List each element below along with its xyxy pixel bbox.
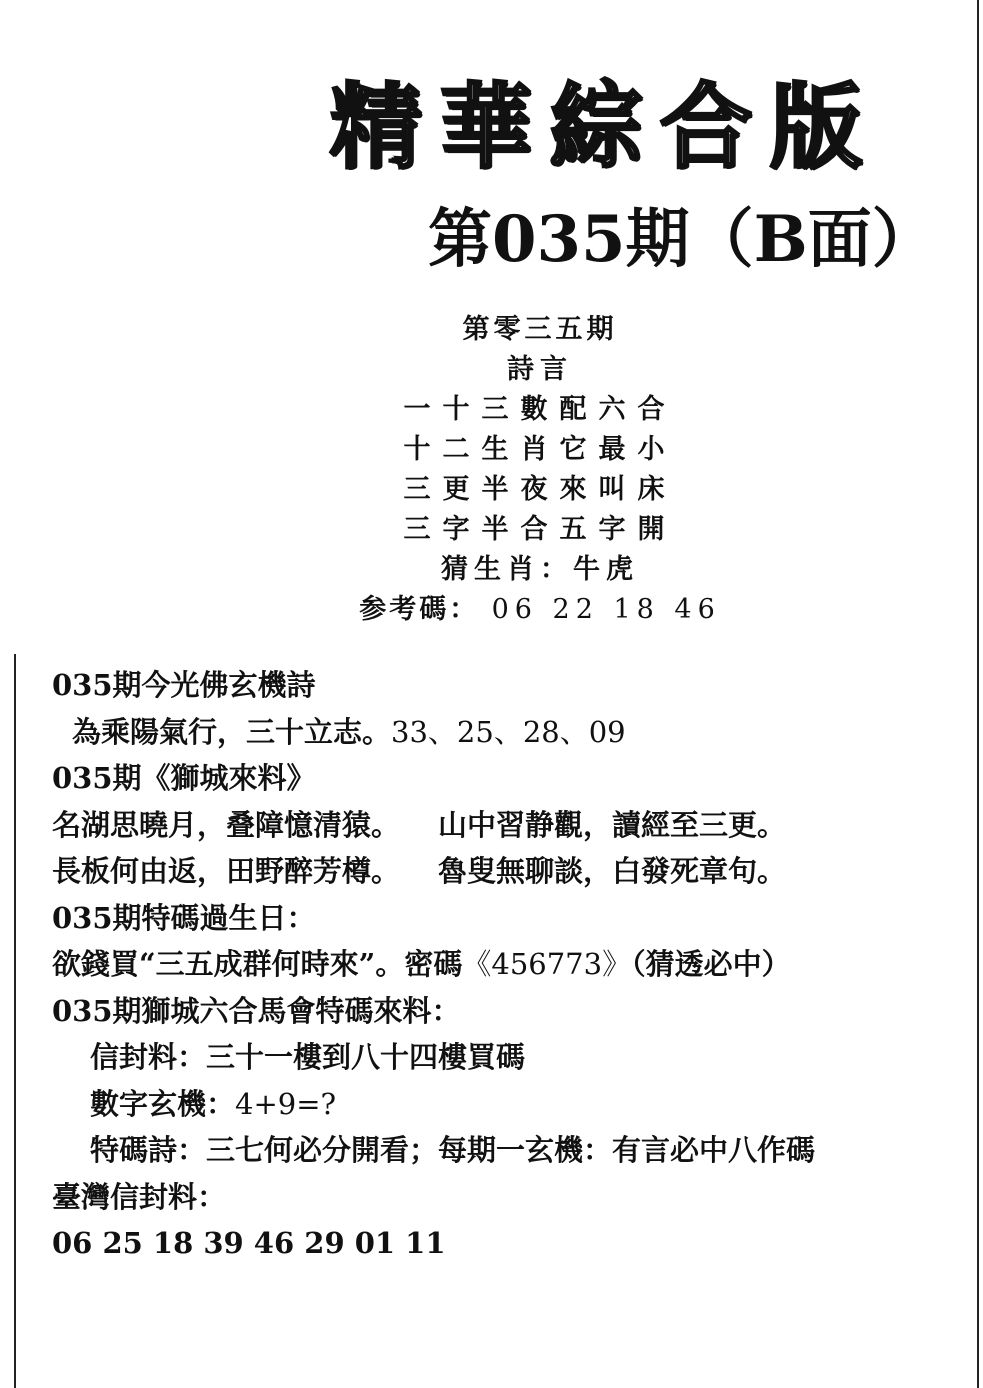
body-line: 035期今光佛玄機詩: [52, 668, 316, 702]
body-line: [52, 1081, 972, 1128]
reference-values: 06 22 18 46: [491, 594, 721, 625]
issue-title: 第035期（B面）: [428, 202, 936, 277]
body-text: [52, 662, 972, 1267]
body-line: 信封料：三十一樓到八十四樓買碼: [90, 1040, 526, 1074]
body-line: 035期特碼過生日：: [52, 900, 316, 935]
verse-right: 魯叟無聊談，白發死章句。: [438, 854, 787, 888]
poem-line: 一十三數配六合: [403, 394, 677, 425]
number-riddle-value: 4+9=?: [235, 1086, 337, 1121]
poem-text: 為乘陽氣行，三十立志。: [72, 714, 392, 749]
verse-right: 山中習静觀，讀經至三更。: [438, 807, 787, 842]
body-line: [52, 941, 972, 988]
body-line: 035期獅城六合馬會特碼來料：: [52, 993, 461, 1028]
poem-line: 十二生肖它最小: [403, 434, 677, 465]
body-line: [52, 709, 972, 756]
poem-line: 三字半合五字開: [403, 514, 677, 545]
reference-label: 参考碼：: [359, 594, 480, 625]
page-border-right: [977, 0, 979, 1388]
masthead-title: 精華綜合版: [330, 73, 881, 181]
body-line: 特碼詩：三七何必分開看；每期一玄機：有言必中八作碼: [90, 1133, 816, 1167]
page-border-left: [14, 654, 16, 1388]
body-line: 臺灣信封料：: [52, 1179, 227, 1214]
body-line: 035期《獅城來料》: [52, 761, 316, 795]
poem-issue-number: 第零三五期: [462, 314, 618, 345]
verse-left: 長板何由返，田野醉芳樽。: [52, 854, 401, 888]
poem-guess-zodiac: 猜生肖：牛虎: [441, 554, 639, 585]
body-line: [52, 802, 972, 849]
riddle-note: （猜透必中）: [631, 947, 791, 981]
reference-numbers: [330, 590, 750, 630]
number-riddle-label: 數字玄機：: [90, 1086, 236, 1121]
verse-left: 名湖思曉月，叠障憶清猿。: [52, 807, 401, 842]
taiwan-numbers: 06 25 18 39 46 29 01 11: [52, 1226, 446, 1260]
poem-block: [330, 310, 750, 630]
poem-numbers: 33、25、28、09: [391, 714, 626, 749]
poem-line: 三更半夜來叫床: [403, 474, 677, 505]
body-line: [52, 848, 972, 895]
riddle-text: 欲錢買“三五成群何時來”。密碼: [52, 947, 463, 981]
riddle-code: 《456773》: [462, 947, 632, 981]
poem-heading: 詩言: [507, 354, 573, 385]
